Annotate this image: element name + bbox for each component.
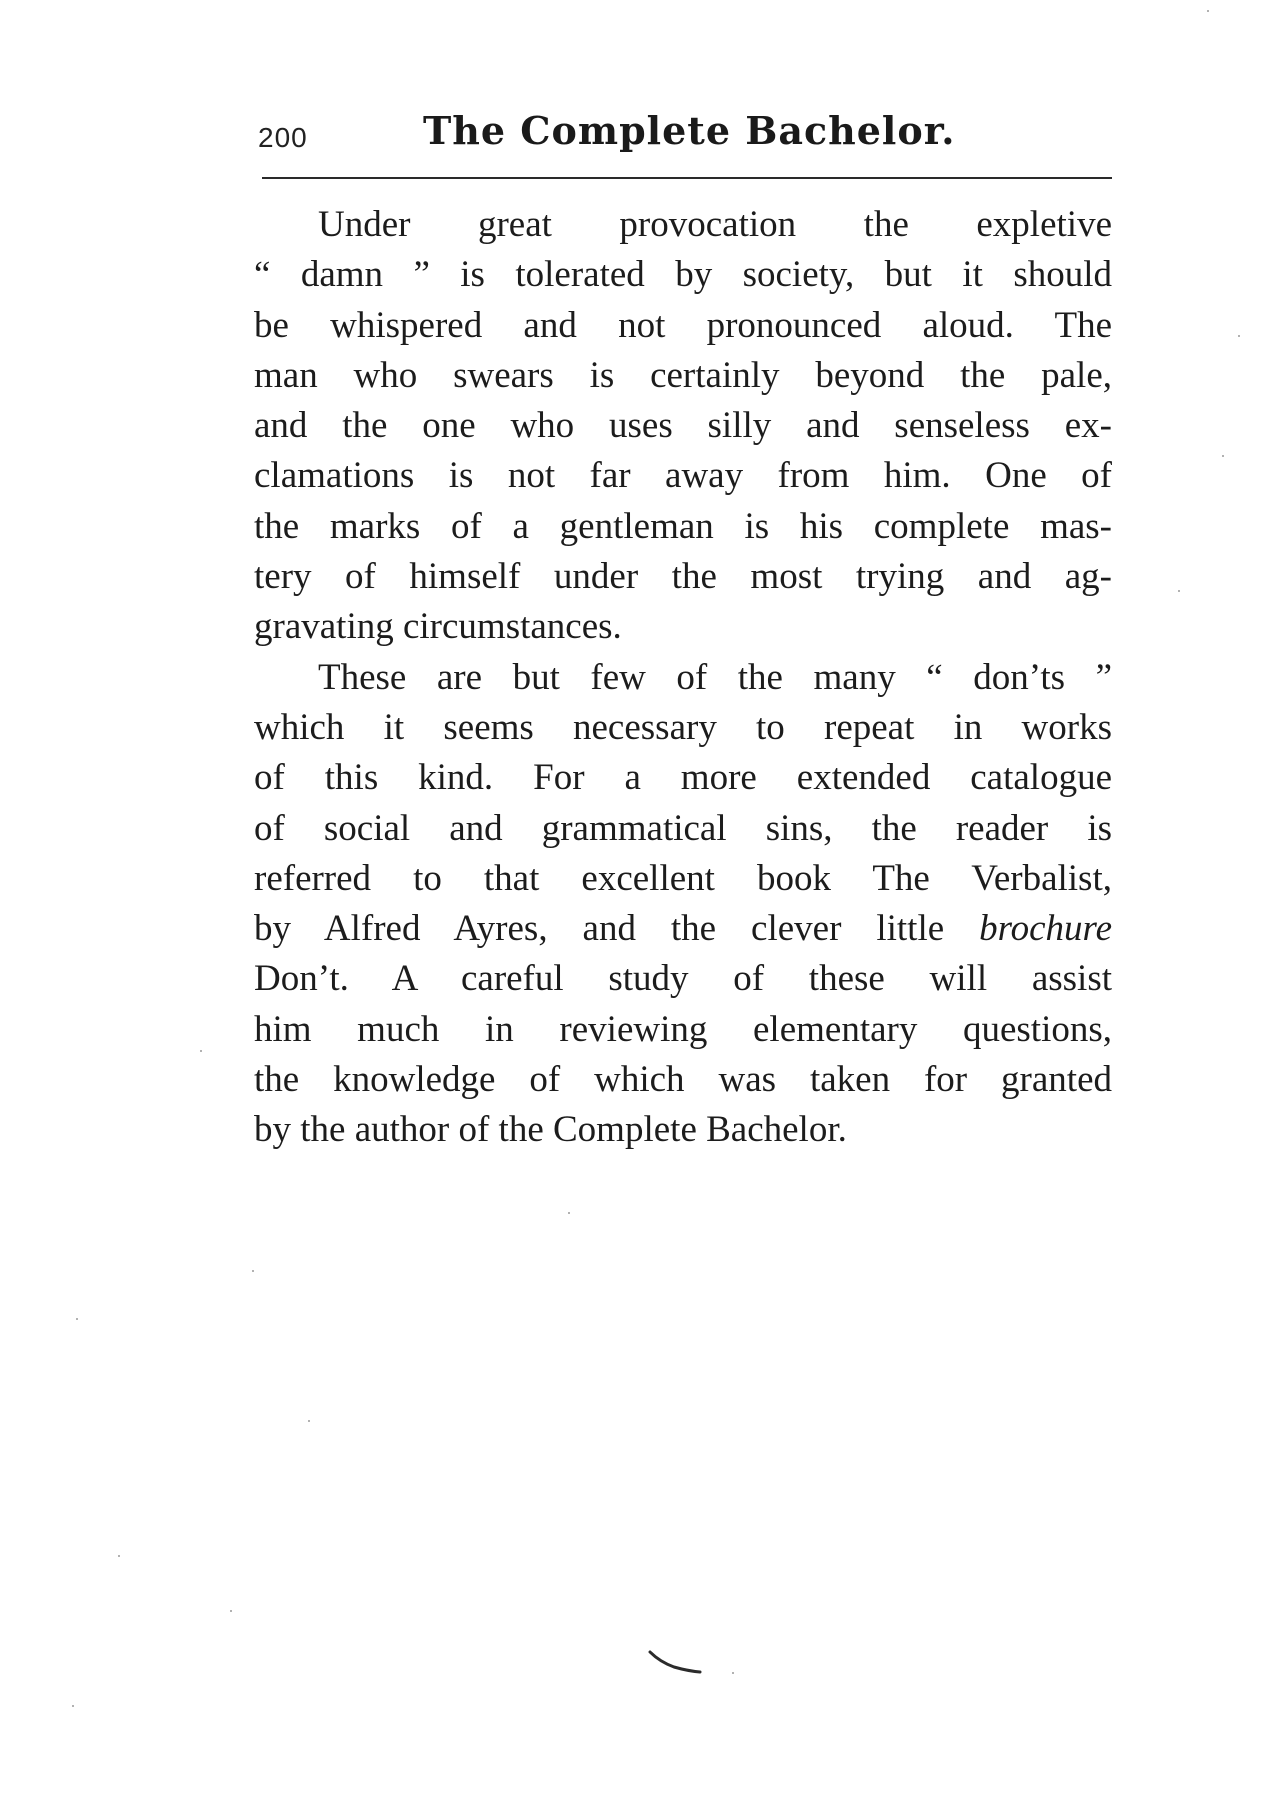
text-line: by the author of the Complete Bachelor. — [254, 1109, 847, 1151]
scan-speck — [1178, 590, 1180, 592]
text-fragment: by Alfred Ayres, and the clever little — [254, 908, 945, 950]
header-rule — [262, 177, 1112, 179]
paragraph-1 — [254, 200, 1112, 653]
text-line: gravating circumstances. — [254, 606, 622, 648]
scan-speck — [732, 1672, 734, 1674]
scan-speck — [308, 1420, 310, 1422]
text-line: him much in reviewing elementary questions, — [254, 1008, 1112, 1050]
scan-speck — [72, 1705, 74, 1707]
body-text — [254, 200, 1112, 1156]
text-line: and the one who uses silly and senseless ex- — [254, 405, 1112, 447]
text-line: the marks of a gentleman is his complete mas- — [254, 505, 1112, 547]
scan-speck — [118, 1555, 120, 1557]
text-line: of social and grammatical sins, the reader is — [254, 807, 1112, 849]
page-number: 200 — [258, 122, 308, 153]
scan-speck — [1222, 455, 1224, 457]
text-line: Don’t. A careful study of these will assist — [254, 958, 1112, 1000]
text-line: clamations is not far away from him. One of — [254, 455, 1112, 497]
scan-speck — [568, 1212, 570, 1214]
running-title: The Complete Bachelor. — [423, 108, 956, 153]
scan-mark — [648, 1648, 702, 1674]
text-line: which it seems necessary to repeat in works — [254, 706, 1112, 748]
text-line: man who swears is certainly beyond the pale, — [254, 354, 1112, 396]
text-line-with-italic — [254, 904, 1112, 954]
scan-speck — [1207, 10, 1209, 12]
page-header — [258, 108, 1110, 168]
text-line: referred to that excellent book The Verbalist, — [254, 857, 1112, 899]
scan-speck — [252, 1270, 254, 1272]
scan-speck — [1238, 335, 1240, 337]
paragraph-2 — [254, 653, 1112, 1156]
text-line: Under great provocation the expletive — [318, 204, 1112, 245]
scan-speck — [76, 1318, 78, 1320]
scan-speck — [230, 1610, 232, 1612]
text-line: These are but few of the many “ don’ts ” — [318, 656, 1112, 698]
italic-word: brochure — [979, 908, 1113, 950]
scan-speck — [200, 1050, 202, 1052]
text-line: be whispered and not pronounced aloud. The — [254, 304, 1112, 346]
text-line: the knowledge of which was taken for granted — [254, 1059, 1112, 1101]
text-line: “ damn ” is tolerated by society, but it should — [254, 254, 1112, 296]
text-line: of this kind. For a more extended catalogue — [254, 757, 1112, 799]
text-line: tery of himself under the most trying and ag- — [254, 556, 1112, 598]
